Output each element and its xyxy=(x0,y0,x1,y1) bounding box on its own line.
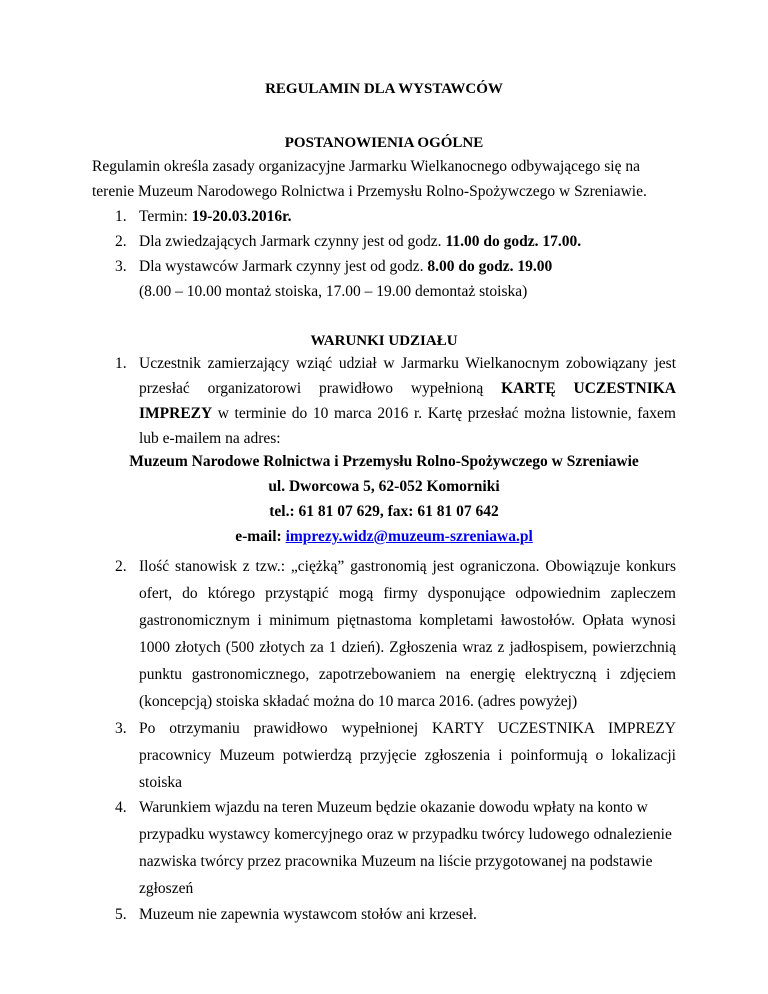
word-bold: KARTĘ xyxy=(501,380,556,397)
section-heading-conditions: WARUNKI UDZIAŁU xyxy=(310,333,458,349)
paragraph-line xyxy=(139,405,676,423)
address-email-line xyxy=(0,528,768,546)
list-item-term xyxy=(139,208,291,226)
address-street: ul. Dworcowa 5, 62-052 Komorniki xyxy=(268,478,500,495)
list-number: 1. xyxy=(115,208,127,225)
item-text: Dla wystawców Jarmark czynny jest od godz. xyxy=(139,258,428,275)
paragraph-line: Warunkiem wjazdu na teren Muzeum będzie okazanie dowodu wpłaty na konto w xyxy=(139,799,648,816)
address-phone: tel.: 61 81 07 629, fax: 61 81 07 642 xyxy=(269,503,499,520)
paragraph-line: Muzeum nie zapewnia wystawcom stołów ani krzeseł. xyxy=(139,906,477,923)
list-number: 3. xyxy=(115,720,127,737)
list-number: 1. xyxy=(115,355,127,372)
paragraph-line: Ilość stanowisk z tzw.: „ciężką” gastronomią jest ograniczona. Obowiązuje konkurs xyxy=(139,558,676,575)
list-number: 4. xyxy=(115,799,127,816)
word: wypełnioną xyxy=(410,380,484,397)
item-note: (8.00 – 10.00 montaż stoiska, 17.00 – 19.00 demontaż stoiska) xyxy=(139,283,528,300)
item-text: Dla zwiedzających Jarmark czynny jest od godz. xyxy=(139,233,446,250)
paragraph-line: stoiska xyxy=(139,774,183,791)
list-item-exhibitors-hours xyxy=(139,258,552,276)
paragraph-line: punktu gastronomicznego, zapotrzebowaniem na energię elektryczną i zdjęciem xyxy=(139,666,676,683)
item-bold: 11.00 do godz. 17.00. xyxy=(445,233,582,250)
list-number: 5. xyxy=(115,906,127,923)
email-label: e-mail: xyxy=(235,528,286,545)
list-item-visitors-hours xyxy=(139,233,581,251)
list-number: 2. xyxy=(115,233,127,250)
intro-line-2: terenie Muzeum Narodowego Rolnictwa i Przemysłu Rolno-Spożywczego w Szreniawie. xyxy=(92,183,647,200)
email-link[interactable]: imprezy.widz@muzeum-szreniawa.pl xyxy=(285,528,533,545)
paragraph-line: gastronomicznym i minimum piętnastoma kompletami ławostołów. Opłata wynosi xyxy=(139,612,676,629)
paragraph-line: przypadku wystawcy komercyjnego oraz w przypadku twórcy ludowego odnalezienie xyxy=(139,826,672,843)
paragraph-line: pracownicy Muzeum potwierdzą przyjęcie zgłoszenia i poinformują o lokalizacji xyxy=(139,747,676,764)
word: przesłać xyxy=(139,380,190,397)
paragraph-line xyxy=(139,380,676,398)
word-bold: IMPREZY xyxy=(139,405,213,422)
paragraph-line: (koncepcją) stoiska składać można do 10 marca 2016. (adres powyżej) xyxy=(139,693,578,710)
item-text: Termin: xyxy=(139,208,192,225)
word: organizatorowi xyxy=(207,380,302,397)
list-number: 3. xyxy=(115,258,127,275)
section-heading-general: POSTANOWIENIA OGÓLNE xyxy=(284,135,484,151)
paragraph-line: ofert, do którego przystąpić mogą firmy dysponujące odpowiednim zapleczem xyxy=(139,585,676,602)
document-title: REGULAMIN DLA WYSTAWCÓW xyxy=(265,81,503,97)
paragraph-line: Uczestnik zamierzający wziąć udział w Jarmarku Wielkanocnym zobowiązany jest xyxy=(139,355,676,372)
item-bold: 19-20.03.2016r. xyxy=(191,208,292,225)
paragraph-line: zgłoszeń xyxy=(139,880,194,897)
paragraph-line: Po otrzymaniu prawidłowo wypełnionej KARTY UCZESTNIKA IMPREZY xyxy=(139,720,676,737)
list-number: 2. xyxy=(115,558,127,575)
line-text: w terminie do 10 marca 2016 r. Kartę przesłać można listownie, faxem xyxy=(212,405,676,422)
paragraph-line: lub e-mailem na adres: xyxy=(139,430,281,447)
paragraph-line: 1000 złotych (500 złotych za 1 dzień). Zgłoszenia wraz z jadłospisem, powierzchnią xyxy=(139,639,676,656)
item-bold: 8.00 do godz. 19.00 xyxy=(427,258,553,275)
word: prawidłowo xyxy=(319,380,394,397)
intro-line-1: Regulamin określa zasady organizacyjne Jarmarku Wielkanocnego odbywającego się na xyxy=(92,158,640,175)
paragraph-line: nazwiska twórcy przez pracownika Muzeum na liście przygotowanej na podstawie xyxy=(139,853,653,870)
word-bold: UCZESTNIKA xyxy=(573,380,676,397)
address-name: Muzeum Narodowe Rolnictwa i Przemysłu Rolno-Spożywczego w Szreniawie xyxy=(129,453,639,470)
